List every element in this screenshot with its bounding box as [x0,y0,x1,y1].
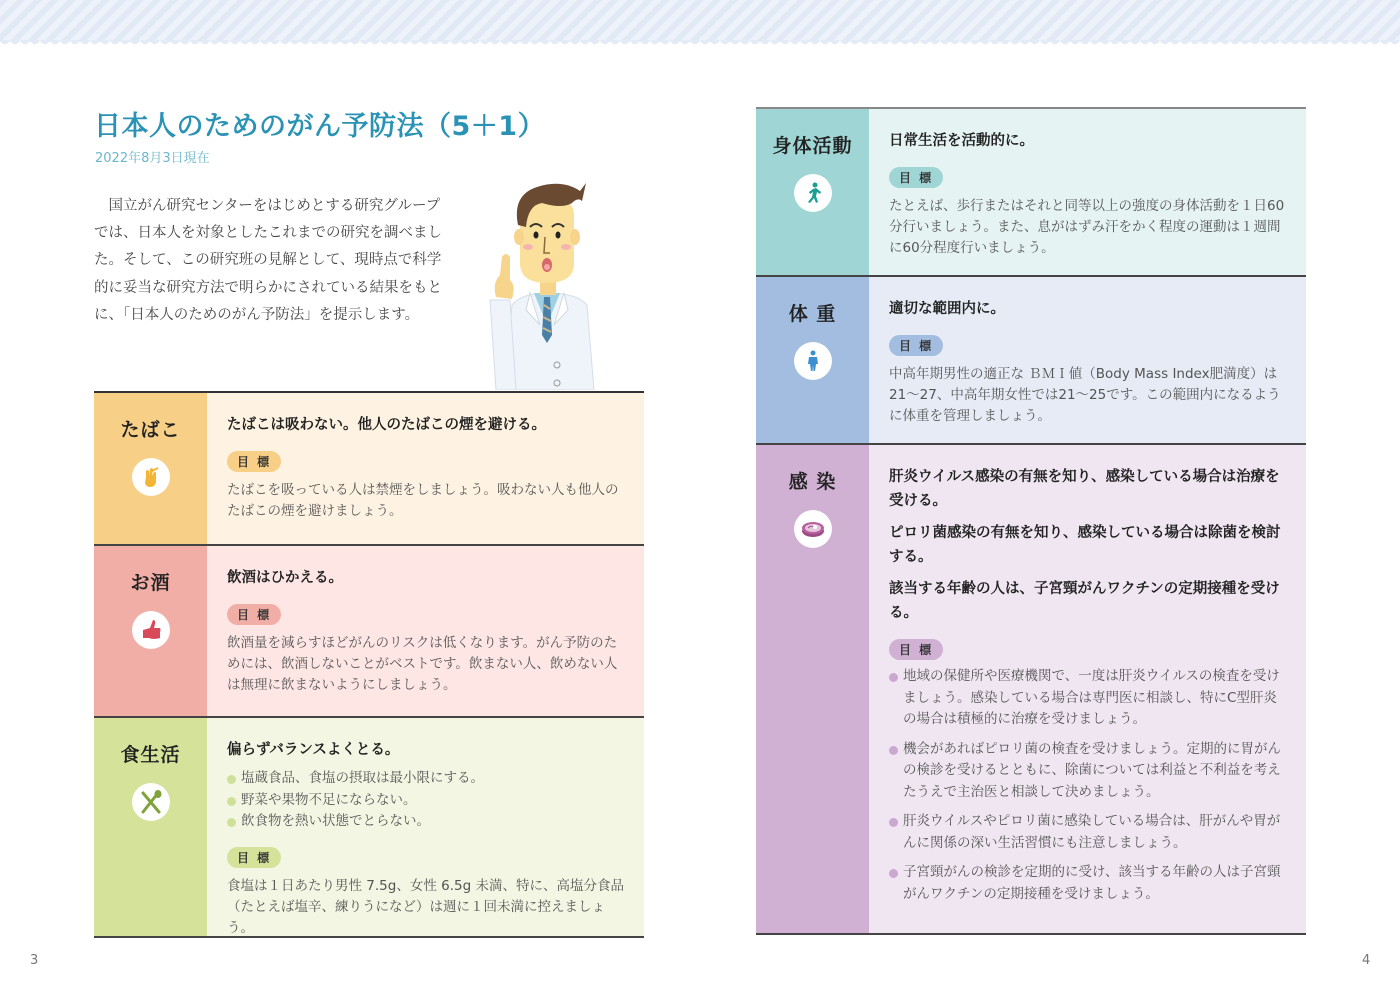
section-headline: 適切な範囲内に。 [889,301,1005,317]
section-content [869,277,1306,443]
section-label-col [94,718,207,936]
list-item: 野菜や果物不足にならない。 [227,790,626,812]
section-infection [756,445,1306,935]
section-label-col [94,546,207,716]
section-content [207,546,644,716]
prevention-table-right [756,107,1306,935]
section-title: たばこ [120,419,181,441]
section-tobacco [94,393,644,546]
section-label-col [756,109,869,275]
goal-text: たとえば、歩行またはそれと同等以上の強度の身体活動を１日60分行いましょう。また、息がはずみ汗をかく程度の運動は１週間に60分程度行いましょう。 [889,198,1285,256]
section-weight [756,277,1306,445]
crossed-fingers-icon [132,458,170,496]
goal-badge: 目 標 [227,451,281,472]
page-date: 2022年8月3日現在 [95,151,210,166]
section-headline: 該当する年齢の人は、子宮頸がんワクチンの定期接種を受ける。 [889,581,1280,621]
intro-paragraph: 国立がん研究センターをはじめとする研究グループでは、日本人を対象としたこれまでの研究を調べました。そして、この研究班の見解として、現時点で科学的に妥当な研究方法で明らかにされている結果をもとに、「日本人のためのがん予防法」を提示します。 [94,198,442,323]
running-person-icon [794,174,832,212]
section-content [869,445,1306,933]
list-item: 飲食物を熱い状態でとらない。 [227,811,626,833]
section-alcohol [94,546,644,718]
section-headline: 日常生活を活動的に。 [889,133,1034,149]
section-diet [94,718,644,938]
goal-text: 食塩は１日あたり男性 7.5g、女性 6.5g 未満、特に、高塩分食品（たとえば塩辛、練りうになど）は週に１回未満に控えましょう。 [227,877,624,936]
goal-badge: 目 標 [227,604,281,625]
petri-dish-icon [794,510,832,548]
section-title: 感 染 [788,471,837,493]
goal-badge: 目 標 [889,335,943,356]
section-headline: ピロリ菌感染の有無を知り、感染している場合は除菌を検討する。 [889,525,1281,565]
goal-text: 飲酒量を減らすほどがんのリスクは低くなります。がん予防のためには、飲酒しないことがベストです。飲まない人、飲めない人は無理に飲まないようにしましょう。 [227,635,618,693]
goal-badge: 目 標 [889,167,943,188]
section-headline: 偏らずバランスよくとる。 [227,742,400,758]
list-item: 子宮頸がんの検診を定期的に受け、該当する年齢の人は子宮頸がんワクチンの定期接種を受けましょう。 [889,862,1288,905]
list-item: 地域の保健所や医療機関で、一度は肝炎ウイルスの検査を受けましょう。感染している場合は専門医に相談し、特にC型肝炎の場合は積極的に治療を受けましょう。 [889,666,1288,731]
section-title: 体 重 [788,303,837,325]
section-activity [756,109,1306,277]
page-title: 日本人のためのがん予防法（5＋1） [94,111,546,142]
hand-stop-icon [132,611,170,649]
section-title: 身体活動 [772,135,853,157]
section-headline: たばこは吸わない。他人のたばこの煙を避ける。 [227,417,546,433]
section-label-col [756,445,869,933]
section-content [207,718,644,936]
section-title: お酒 [130,572,171,594]
recommendation-list [227,768,626,833]
section-content [869,109,1306,275]
list-item: 肝炎ウイルスやピロリ菌に感染している場合は、肝がんや胃がんに関係の深い生活習慣にも注意しましょう。 [889,811,1288,854]
goal-badge: 目 標 [889,639,943,660]
goal-list [889,666,1288,905]
list-item: 機会があればピロリ菌の検査を受けましょう。定期的に胃がんの検診を受けるとともに、除菌については利益と不利益を考えたうえで主治医と相談して決めましょう。 [889,739,1288,804]
goal-text: たばこを吸っている人は禁煙をしましょう。吸わない人も他人のたばこの煙を避けましょう。 [227,482,619,519]
person-standing-icon [794,342,832,380]
list-item: 塩蔵食品、食塩の摂取は最小限にする。 [227,768,626,790]
section-title: 食生活 [120,744,181,766]
page-number-left: 3 [30,953,39,968]
page-number-right: 4 [1362,953,1371,968]
section-content [207,393,644,544]
section-headline: 肝炎ウイルス感染の有無を知り、感染している場合は治療を受ける。 [889,469,1280,509]
prevention-table-left [94,391,644,938]
goal-badge: 目 標 [227,847,281,868]
decorative-header-band [0,0,1400,42]
section-headline: 飲酒はひかえる。 [227,570,343,586]
section-label-col [756,277,869,443]
section-label-col [94,393,207,544]
doctor-illustration [482,175,612,390]
fork-spoon-icon [132,783,170,821]
goal-text: 中高年期男性の適正な ＢＭＩ値（Body Mass Index肥満度）は21〜27、中高年期女性では21〜25です。この範囲内になるように体重を管理しましょう。 [889,366,1281,424]
